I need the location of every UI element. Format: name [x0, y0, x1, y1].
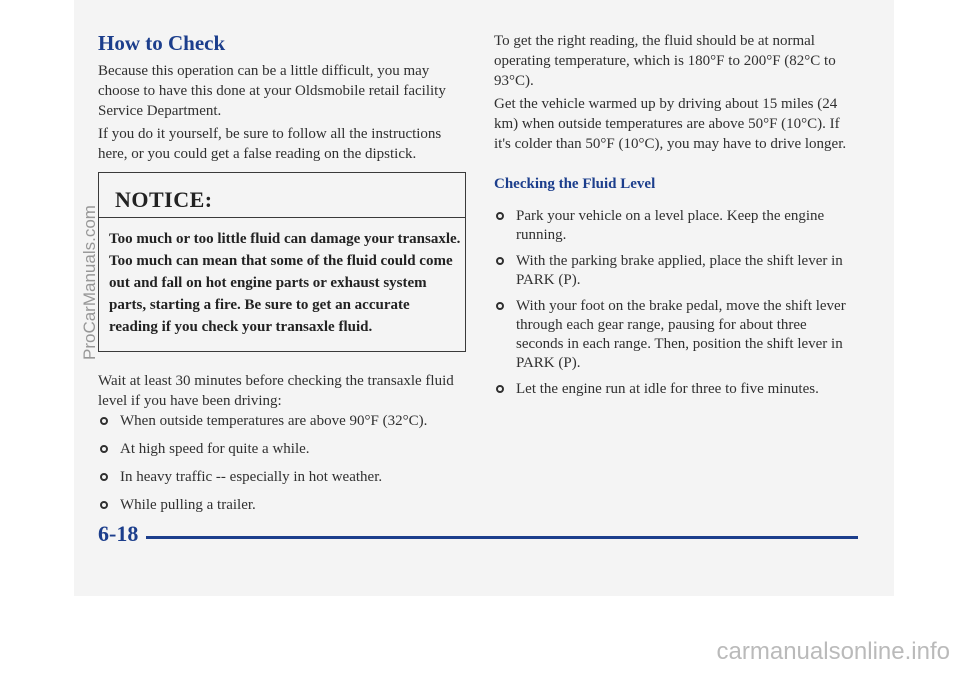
notice-box — [98, 172, 466, 352]
notice-title: NOTICE: — [115, 187, 213, 212]
bullet-icon — [100, 417, 108, 425]
checking-fluid-heading: Checking the Fluid Level — [494, 176, 656, 192]
driving-conditions-list — [98, 412, 460, 524]
notice-text: Too much or too little fluid can damage your transaxle. Too much can mean that some of the fluid could come out and fall on hot engine parts or exhaust system parts, starting a fire. Be sure to get an accurate reading if you check your transaxle fluid. — [109, 231, 461, 335]
bullet-icon — [496, 302, 504, 310]
bottom-watermark: carmanualsonline.info — [716, 638, 950, 665]
list-item — [494, 297, 856, 373]
list-item-text: With the parking brake applied, place the shift lever in PARK (P). — [516, 253, 843, 288]
side-watermark: ProCarManuals.com — [80, 205, 99, 360]
footer-rule — [146, 536, 858, 539]
page-number: 6-18 — [98, 521, 139, 546]
list-item-text: Let the engine run at idle for three to five minutes. — [516, 381, 819, 397]
bullet-icon — [496, 212, 504, 220]
list-item — [98, 496, 460, 515]
list-item — [494, 252, 856, 290]
wait-paragraph: Wait at least 30 minutes before checking the transaxle fluid level if you have been driving: — [98, 373, 454, 409]
list-item-text: In heavy traffic -- especially in hot weather. — [120, 469, 383, 485]
list-item — [98, 412, 460, 431]
list-item-text: With your foot on the brake pedal, move the shift lever through each gear range, pausing for about three seconds in each range. Then, position the shift lever in PARK (P). — [516, 298, 846, 371]
notice-divider — [99, 217, 465, 218]
list-item-text: When outside temperatures are above 90°F (32°C). — [120, 413, 428, 429]
list-item-text: Park your vehicle on a level place. Keep the engine running. — [516, 208, 825, 243]
list-item — [98, 468, 460, 487]
bullet-icon — [100, 501, 108, 509]
bullet-icon — [100, 445, 108, 453]
list-item-text: While pulling a trailer. — [120, 497, 256, 513]
warmup-paragraph: Get the vehicle warmed up by driving about 15 miles (24 km) when outside temperatures are above 50°F (10°C). If it's colder than 50°F (10°C), you may have to drive longer. — [494, 96, 847, 152]
checking-steps-list — [494, 207, 856, 406]
section-heading: How to Check — [98, 31, 226, 55]
bullet-icon — [100, 473, 108, 481]
list-item — [494, 380, 856, 399]
list-item — [98, 440, 460, 459]
bullet-icon — [496, 385, 504, 393]
list-item-text: At high speed for quite a while. — [120, 441, 310, 457]
bullet-icon — [496, 257, 504, 265]
intro-paragraph-2: If you do it yourself, be sure to follow all the instructions here, or you could get a false reading on the dipstick. — [98, 126, 442, 162]
list-item — [494, 207, 856, 245]
intro-paragraph-1: Because this operation can be a little difficult, you may choose to have this done at your Oldsmobile retail facility Service Department. — [98, 63, 446, 119]
temperature-paragraph: To get the right reading, the fluid should be at normal operating temperature, which is 180°F to 200°F (82°C to 93°C). — [494, 33, 836, 89]
